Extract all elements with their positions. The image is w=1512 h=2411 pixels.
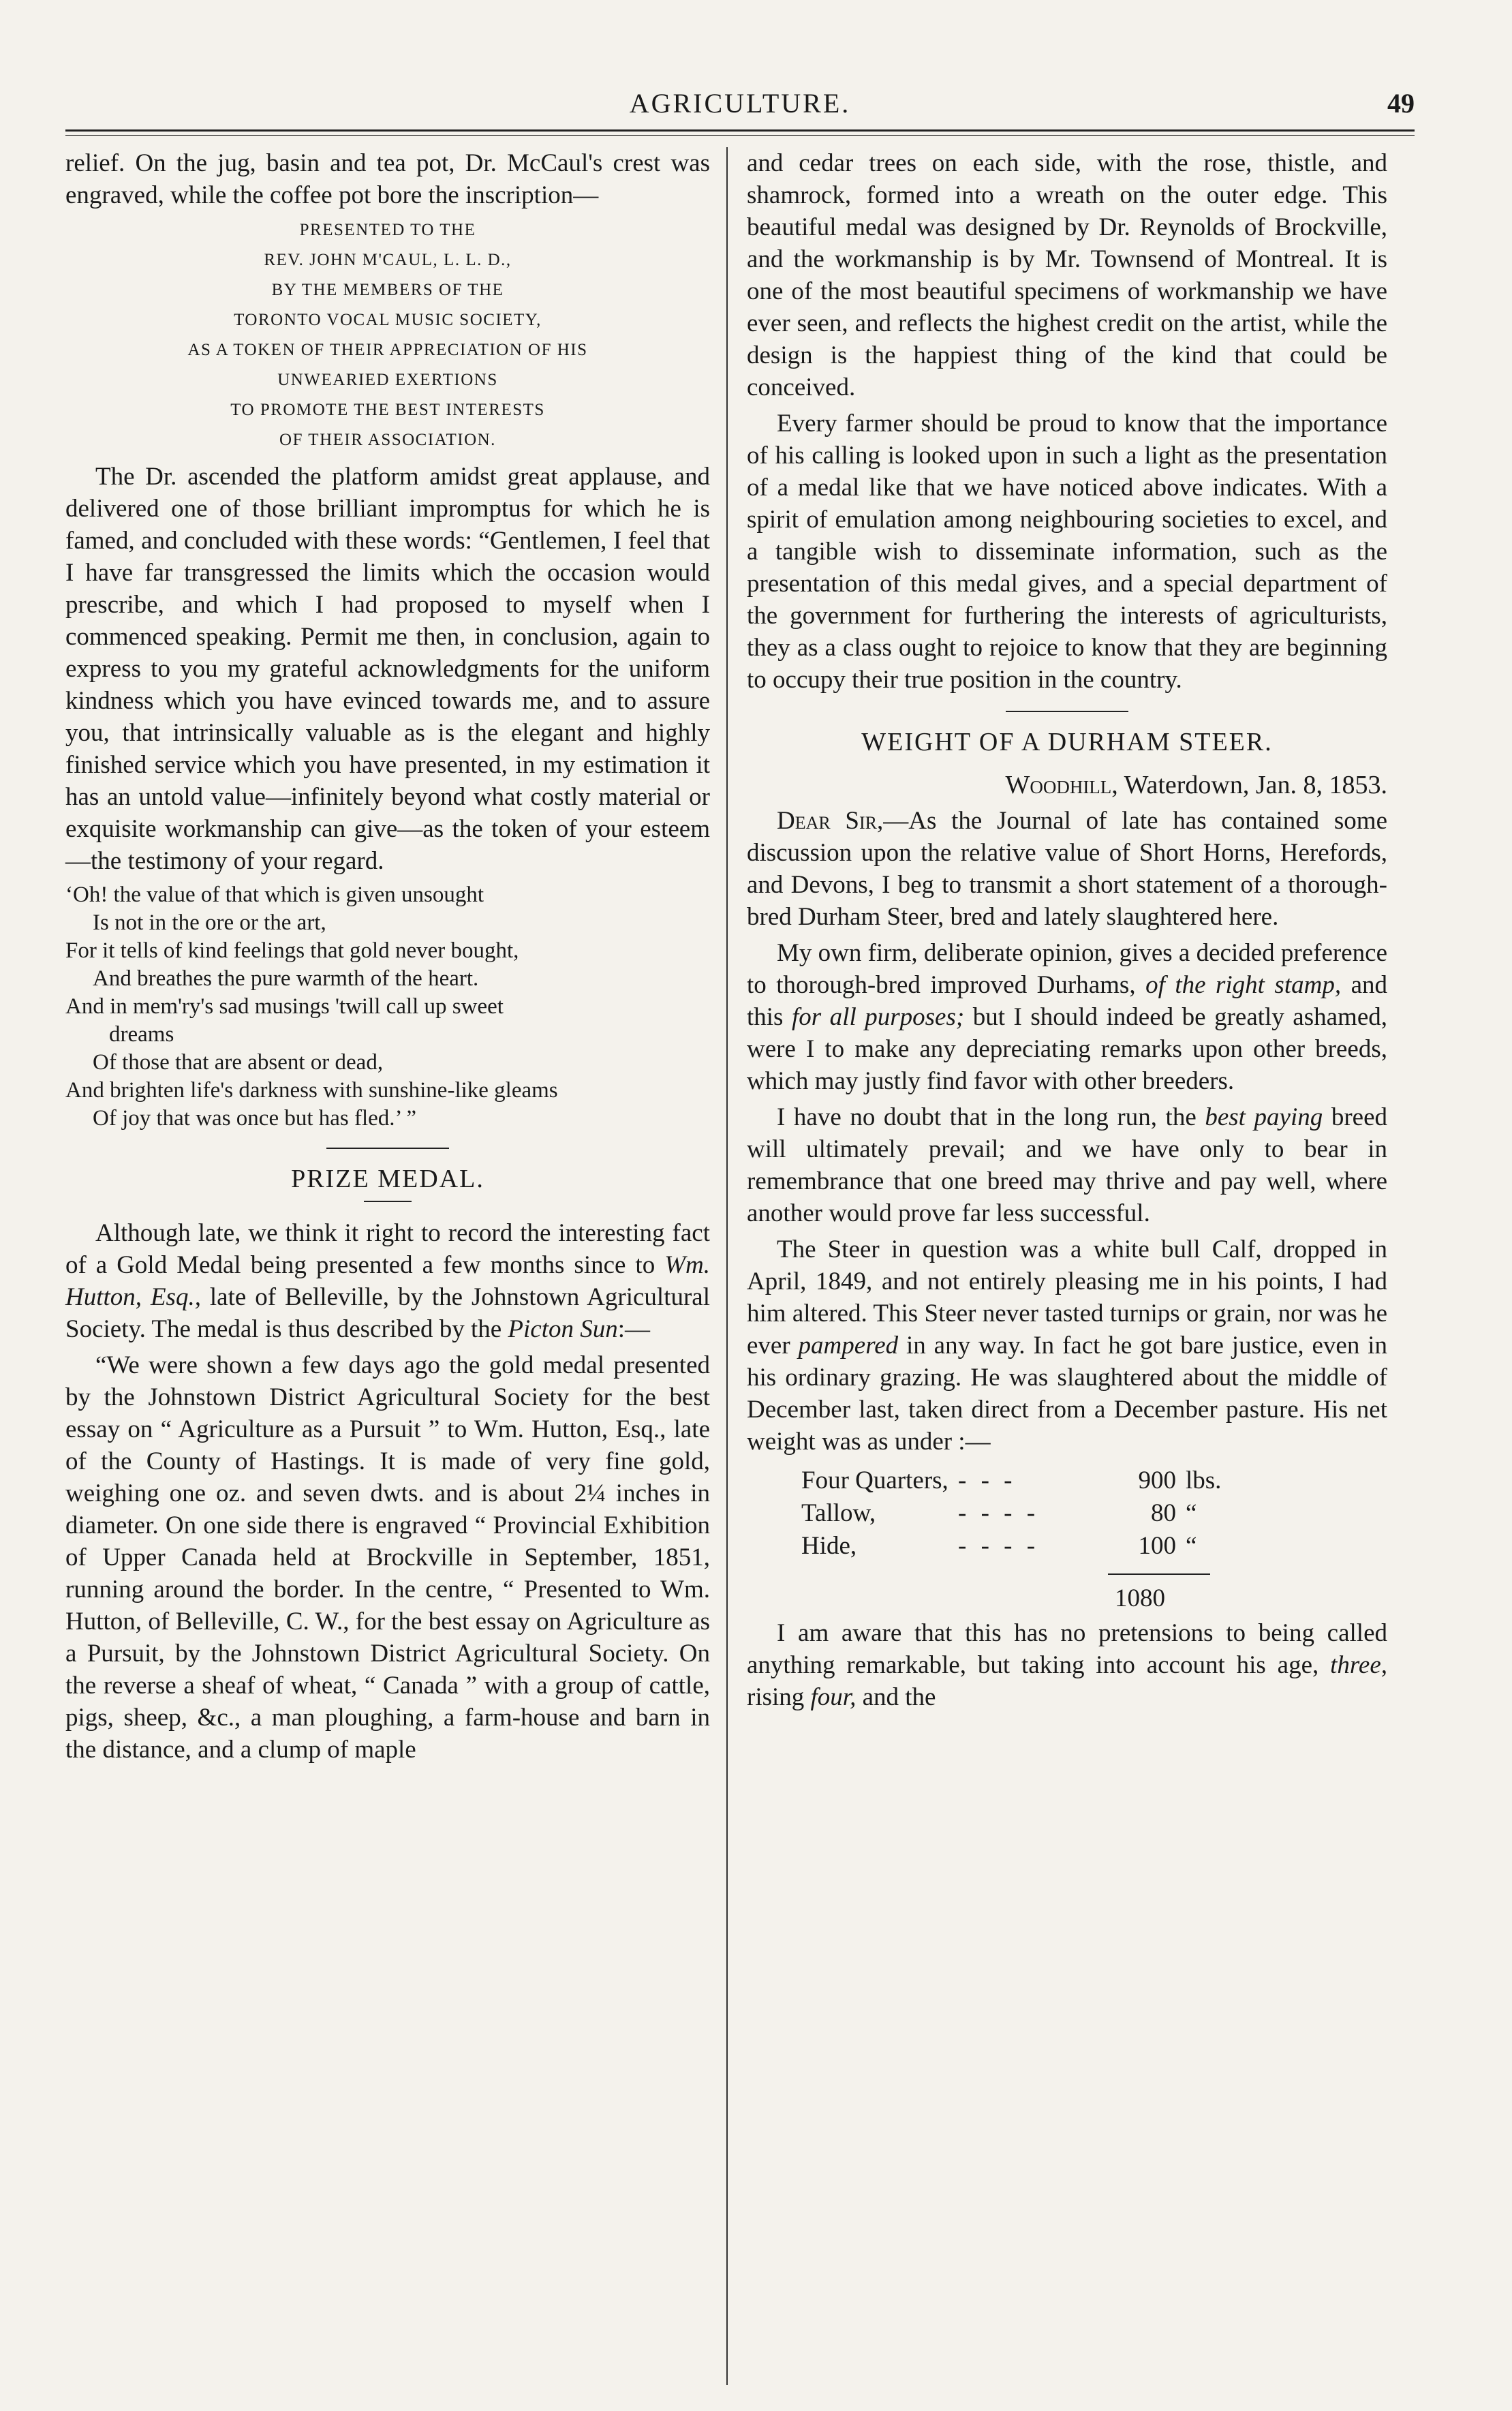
weight-amount: 100 bbox=[1138, 1532, 1176, 1560]
poem-line: And breathes the pure warmth of the heart. bbox=[93, 966, 479, 991]
text-run: rising bbox=[747, 1683, 805, 1711]
section-divider bbox=[326, 1148, 449, 1149]
weight-dashes: - - - bbox=[958, 1466, 1017, 1494]
italic-run: four, bbox=[810, 1683, 857, 1711]
text-run: but I should indeed be greatly ashamed, were I to make any depreciating remarks upon other breeds, which may justly find favor with other breeders. bbox=[747, 1003, 1388, 1095]
running-title: AGRICULTURE. bbox=[629, 88, 851, 119]
poem-line: And brighten life's darkness with sunshine-like gleams bbox=[65, 1078, 558, 1103]
inscription-line: TORONTO VOCAL MUSIC SOCIETY, bbox=[234, 311, 542, 329]
letter-dateline bbox=[747, 768, 1387, 802]
inscription-line: OF THEIR ASSOCIATION. bbox=[279, 431, 496, 449]
dateline-rest: Waterdown, Jan. 8, 1853. bbox=[1124, 771, 1387, 799]
italic-run: three, bbox=[1330, 1651, 1388, 1679]
text-run: I have no doubt that in the long run, the bbox=[777, 1103, 1197, 1131]
salutation: Dear Sir, bbox=[777, 807, 884, 835]
poem-line: dreams bbox=[109, 1022, 174, 1047]
inscription-line: PRESENTED TO THE bbox=[299, 221, 476, 239]
weight-row bbox=[801, 1530, 1387, 1563]
right-column bbox=[726, 147, 1387, 2385]
poem-line: And in mem'ry's sad musings 'twill call up sweet bbox=[65, 994, 504, 1019]
weight-unit: “ bbox=[1186, 1532, 1197, 1560]
total-rule bbox=[1108, 1573, 1210, 1575]
weight-dashes: - - - - bbox=[958, 1532, 1040, 1560]
weight-amount: 80 bbox=[1151, 1499, 1176, 1527]
weight-table bbox=[801, 1464, 1387, 1563]
italic-run: for all purposes; bbox=[791, 1003, 965, 1031]
inscription-line: UNWEARIED EXERTIONS bbox=[277, 371, 498, 389]
italic-run: best paying bbox=[1205, 1103, 1323, 1131]
weight-row bbox=[801, 1464, 1387, 1497]
paragraph bbox=[747, 805, 1387, 933]
poem-line: For it tells of kind feelings that gold never bought, bbox=[65, 938, 519, 963]
poem-block bbox=[65, 881, 710, 1133]
article-columns bbox=[65, 147, 1415, 2385]
inscription-line: AS A TOKEN OF THEIR APPRECIATION OF HIS bbox=[187, 341, 588, 359]
text-run: breed will ultimately prevail; and we have only to bear in remembrance that one breed may thrive and pay well, where another would prove far less successful. bbox=[747, 1103, 1387, 1227]
section-divider bbox=[1006, 711, 1128, 712]
inscription-line: REV. JOHN M'CAUL, L. L. D., bbox=[264, 251, 512, 269]
text-run: Although late, we think it right to record the interesting fact of a Gold Medal being presented a few months since to bbox=[65, 1219, 710, 1279]
paragraph bbox=[747, 1617, 1387, 1713]
weight-total: 1080 bbox=[1115, 1584, 1165, 1612]
section-title-durham-steer: WEIGHT OF A DURHAM STEER. bbox=[861, 728, 1273, 756]
poem-line: Of those that are absent or dead, bbox=[93, 1050, 384, 1075]
paragraph: relief. On the jug, basin and tea pot, Dr. McCaul's crest was engraved, while the coffee pot bore the inscription— bbox=[65, 149, 710, 209]
paragraph: The Dr. ascended the platform amidst great applause, and delivered one of those brilliant impromptus for which he is famed, and concluded with these words: “Gentlemen, I feel that I have far transgressed the limits which the occasion would prescribe, and which I had proposed to myself when I commenced speaking. Permit me then, in conclusion, again to express to you my grateful acknowledgments for the uniform kindness which you have evinced towards me, and to assure you, that intrinsically valuable as is the elegant and highly finished service which you have presented, in my estimation it has an untold value—infinitely beyond what costly material or exquisite workmanship can give—as the token of your esteem—the testimony of your regard. bbox=[65, 463, 710, 875]
left-column bbox=[65, 147, 726, 2385]
poem-line: Is not in the ore or the art, bbox=[93, 910, 326, 935]
poem-line: ‘Oh! the value of that which is given unsought bbox=[65, 882, 484, 907]
section-title-prize-medal: PRIZE MEDAL. bbox=[291, 1165, 484, 1193]
weight-row bbox=[801, 1497, 1387, 1530]
weight-amount: 900 bbox=[1138, 1466, 1176, 1494]
paragraph: Every farmer should be proud to know that the importance of his calling is looked upon in such a light as the presentation of a medal like that we have noticed above indicates. With a spirit of emulation among neighbouring societies to excel, and a tangible wish to disseminate information, such as the presentation of this medal gives, and a special department of the government for furthering the interests of agriculturists, they as a class ought to rejoice to know that they are beginning to occupy their true position in the country. bbox=[747, 410, 1387, 694]
paragraph bbox=[747, 937, 1387, 1097]
dateline-place: Woodhill, bbox=[1005, 771, 1118, 799]
text-run: —As the Journal of late has contained some discussion upon the relative value of Short Horns, Herefords, and Devons, I beg to transmit a short statement of a thorough-bred Durham Steer, bred and lately slaughtered here. bbox=[747, 807, 1387, 931]
text-run: My own firm, deliberate opinion, gives a decided preference to thorough-bred improved Durhams, bbox=[747, 939, 1387, 999]
newspaper-page bbox=[65, 82, 1415, 2385]
weight-unit: lbs. bbox=[1186, 1466, 1222, 1494]
text-run: and the bbox=[862, 1683, 936, 1711]
page-number: 49 bbox=[1387, 88, 1415, 119]
italic-run: of the right stamp, bbox=[1145, 971, 1342, 999]
paragraph: “We were shown a few days ago the gold medal presented by the Johnstown District Agricultural Society for the best essay on “ Agriculture as a Pursuit ” to Wm. Hutton, Esq., late of the County of Hastings. It is made of very fine gold, weighing one oz. and seven dwts. and is about 2¼ inches in diameter. On one side there is engraved “ Provincial Exhibition of Upper Canada held at Brockville in September, 1851, running around the border. In the centre, “ Presented to Wm. Hutton, of Belleville, C. W., for the best essay on Agriculture as a Pursuit, by the Johnstown District Agricultural Society. On the reverse a sheaf of wheat, “ Canada ” with a group of cattle, pigs, sheep, &c., a man ploughing, a farm-house and barn in the distance, and a clump of maple bbox=[65, 1351, 710, 1764]
inscription-line: TO PROMOTE THE BEST INTERESTS bbox=[230, 401, 545, 419]
paragraph bbox=[747, 1233, 1387, 1458]
header-rule bbox=[65, 129, 1415, 136]
text-run: I am aware that this has no pretensions to being called anything remarkable, but taking into account his age, bbox=[747, 1619, 1387, 1679]
italic-run: pampered bbox=[798, 1332, 899, 1360]
text-run: in any way. In fact he got bare justice, even in his ordinary grazing. He was slaughtered about the middle of December last, taken direct from a December pasture. His net weight was as under :— bbox=[747, 1332, 1387, 1456]
weight-dashes: - - - - bbox=[958, 1499, 1040, 1527]
weight-item: Tallow, bbox=[801, 1499, 876, 1527]
italic-name: Wm. Hutton, Esq., bbox=[65, 1251, 710, 1311]
poem-line: Of joy that was once but has fled.’ ” bbox=[93, 1106, 416, 1131]
text-run: late of Belleville, by the Johnstown Agricultural Society. The medal is thus described by the bbox=[65, 1283, 710, 1343]
page-header bbox=[65, 82, 1415, 129]
inscription-block bbox=[65, 215, 710, 455]
paragraph bbox=[747, 1101, 1387, 1229]
italic-source: Picton Sun bbox=[508, 1315, 618, 1343]
weight-item: Hide, bbox=[801, 1532, 857, 1560]
title-underline bbox=[364, 1201, 412, 1202]
weight-item: Four Quarters, bbox=[801, 1466, 948, 1494]
paragraph: and cedar trees on each side, with the rose, thistle, and shamrock, formed into a wreath on the outer edge. This beautiful medal was designed by Dr. Reynolds of Brockville, and the workmanship is by Mr. Townsend of Montreal. It is one of the most beautiful specimens of workmanship we have ever seen, and reflects the highest credit on the artist, while the design is the happiest thing of the kind that could be conceived. bbox=[747, 149, 1387, 401]
text-run: :— bbox=[617, 1315, 651, 1343]
paragraph bbox=[65, 1217, 710, 1345]
text-run: The Steer in question was a white bull Calf, dropped in April, 1849, and not entirely pleasing me in his points, I had him altered. This Steer never tasted turnips or grain, nor was he ever bbox=[747, 1235, 1387, 1360]
inscription-line: BY THE MEMBERS OF THE bbox=[271, 281, 504, 299]
weight-unit: “ bbox=[1186, 1499, 1197, 1527]
text-run: and this bbox=[747, 971, 1388, 1031]
